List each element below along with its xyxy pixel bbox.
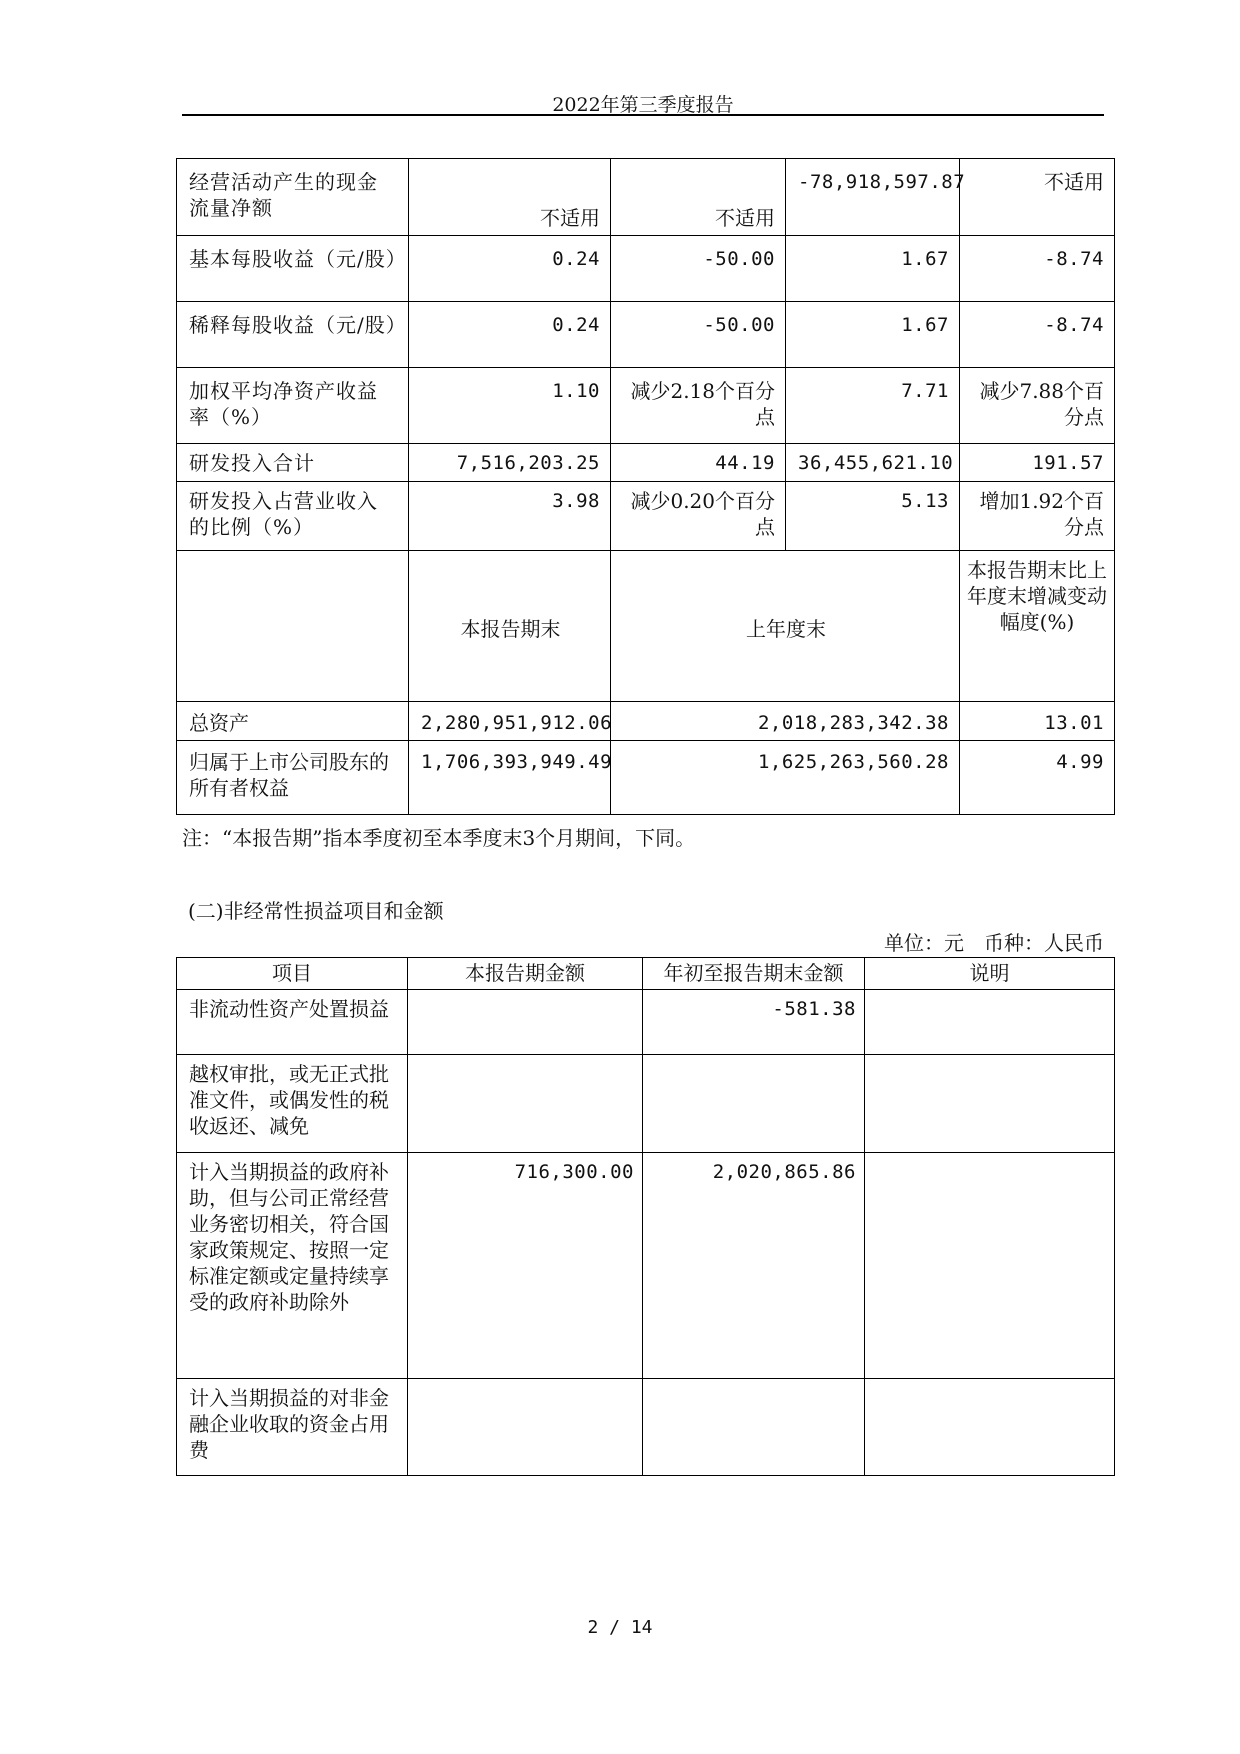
cell-value [865, 990, 1115, 1055]
table-row [177, 302, 1115, 368]
cell-value: 191.57 [960, 444, 1115, 482]
item-label: 计入当期损益的政府补助，但与公司正常经营业务密切相关，符合国家政策规定、按照一定标准定额或定量持续享受的政府补助除外 [177, 1153, 408, 1379]
col-header-item: 项目 [177, 958, 408, 990]
row-label: 基本每股收益（元/股） [177, 236, 409, 302]
table-row [177, 1379, 1115, 1476]
cell-value: 44.19 [611, 444, 786, 482]
cell-value: 0.24 [409, 302, 611, 368]
cell-value: 716,300.00 [408, 1153, 643, 1379]
cell-value: -8.74 [960, 236, 1115, 302]
table-row [177, 990, 1115, 1055]
cell-value: 减少7.88个百分点 [960, 368, 1115, 444]
table-row [177, 159, 1115, 236]
col-header-change: 本报告期末比上年度末增减变动幅度(%) [960, 551, 1115, 702]
cell-value: 5.13 [786, 482, 960, 551]
cell-value: 3.98 [409, 482, 611, 551]
row-label: 加权平均净资产收益率（%） [177, 368, 409, 444]
row-label: 稀释每股收益（元/股） [177, 302, 409, 368]
cell-value [408, 1379, 643, 1476]
row-label: 归属于上市公司股东的所有者权益 [177, 741, 409, 815]
financial-indicators-table [176, 158, 1115, 815]
table-row [177, 1153, 1115, 1379]
row-label: 总资产 [177, 702, 409, 741]
cell-value: 减少0.20个百分点 [611, 482, 786, 551]
cell-value: 减少2.18个百分点 [611, 368, 786, 444]
row-label: 研发投入合计 [177, 444, 409, 482]
col-header-ytd: 年初至报告期末金额 [643, 958, 865, 990]
item-label: 越权审批，或无正式批准文件，或偶发性的税收返还、减免 [177, 1055, 408, 1153]
cell-value: 4.99 [960, 741, 1115, 815]
cell-value: 1.67 [786, 302, 960, 368]
non-recurring-items-table [176, 957, 1115, 1476]
cell-value [865, 1379, 1115, 1476]
cell-value: 7,516,203.25 [409, 444, 611, 482]
page-number: 2 / 14 [587, 1617, 653, 1638]
table-note: 注：“本报告期”指本季度初至本季度末3个月期间，下同。 [182, 826, 696, 850]
table-row [177, 702, 1115, 741]
cell-value: 不适用 [960, 159, 1115, 236]
cell-value [408, 990, 643, 1055]
table-row [177, 1055, 1115, 1153]
cell-value: 不适用 [611, 159, 786, 236]
cell-value: 1,625,263,560.28 [611, 741, 960, 815]
unit-currency-label: 单位：元 币种：人民币 [884, 931, 1104, 955]
empty-cell [177, 551, 409, 702]
cell-value: 1,706,393,949.49 [409, 741, 611, 815]
cell-value: 增加1.92个百分点 [960, 482, 1115, 551]
row-label: 研发投入占营业收入的比例（%） [177, 482, 409, 551]
cell-value: 7.71 [786, 368, 960, 444]
page-header-title: 2022年第三季度报告 [552, 94, 734, 116]
row-label: 经营活动产生的现金流量净额 [177, 159, 409, 236]
cell-value: -50.00 [611, 236, 786, 302]
cell-value: -581.38 [643, 990, 865, 1055]
table-subheader-row [177, 551, 1115, 702]
table-row [177, 236, 1115, 302]
cell-value: 不适用 [409, 159, 611, 236]
cell-value: 13.01 [960, 702, 1115, 741]
cell-value: 2,280,951,912.06 [409, 702, 611, 741]
table-header-row [177, 958, 1115, 990]
cell-value [865, 1153, 1115, 1379]
table-row [177, 741, 1115, 815]
cell-value: -50.00 [611, 302, 786, 368]
table-row [177, 444, 1115, 482]
table-row [177, 368, 1115, 444]
cell-value: 1.67 [786, 236, 960, 302]
table-row [177, 482, 1115, 551]
cell-value: 0.24 [409, 236, 611, 302]
header-rule [182, 114, 1104, 116]
cell-value [408, 1055, 643, 1153]
cell-value [865, 1055, 1115, 1153]
cell-value: 1.10 [409, 368, 611, 444]
cell-value: -78,918,597.87 [786, 159, 960, 236]
col-header-prior-year-end: 上年度末 [611, 551, 960, 702]
col-header-current: 本报告期金额 [408, 958, 643, 990]
item-label: 计入当期损益的对非金融企业收取的资金占用费 [177, 1379, 408, 1476]
cell-value [643, 1055, 865, 1153]
col-header-current-period-end: 本报告期末 [409, 551, 611, 702]
item-label: 非流动性资产处置损益 [177, 990, 408, 1055]
cell-value: 36,455,621.10 [786, 444, 960, 482]
cell-value: 2,020,865.86 [643, 1153, 865, 1379]
cell-value [643, 1379, 865, 1476]
col-header-description: 说明 [865, 958, 1115, 990]
cell-value: 2,018,283,342.38 [611, 702, 960, 741]
section-title: (二)非经常性损益项目和金额 [188, 899, 444, 923]
cell-value: -8.74 [960, 302, 1115, 368]
